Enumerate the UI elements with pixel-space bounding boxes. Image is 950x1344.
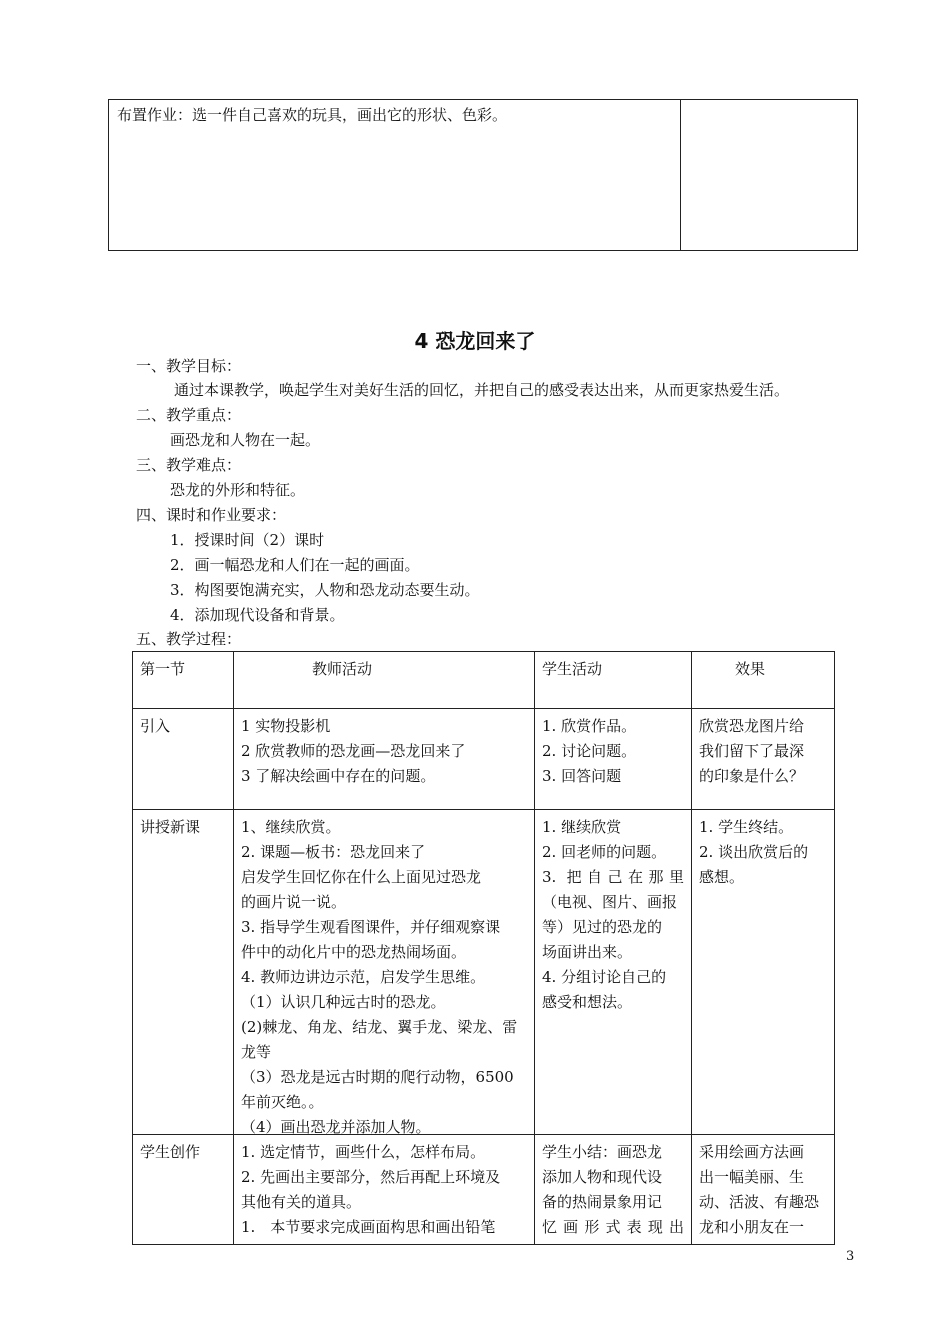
table-row <box>133 1135 834 1244</box>
requirement-item: 3．构图要饱满充实，人物和恐龙动态要生动。 <box>170 581 480 599</box>
table-cell: 1. 继续欣赏 2. 回老师的问题。 3. 把自己在那里 （电视、图片、画报 等）见过的恐龙的 场面讲出来。 4. 分组讨论自己的 感受和想法。 <box>534 810 691 1134</box>
header-cell: 教师活动 <box>233 652 534 708</box>
goal-heading: 一、教学目标： <box>136 357 242 375</box>
table-cell: 1. 学生终结。 2. 谈出欣赏后的 感想。 <box>691 810 834 1134</box>
table-cell: 学生小结：画恐龙 添加人物和现代设 备的热闹景象用记 忆画形式表现出 <box>534 1135 691 1244</box>
table-cell: 1. 选定情节，画些什么，怎样布局。 2. 先画出主要部分，然后再配上环境及 其他有关的道具。 1. 本节要求完成画面构思和画出铅笔 <box>233 1135 534 1244</box>
table-row <box>133 709 834 810</box>
requirement-item: 2．画一幅恐龙和人们在一起的画面。 <box>170 556 420 574</box>
table-cell: 欣赏恐龙图片给 我们留下了最深 的印象是什么？ <box>691 709 834 809</box>
homework-table <box>108 99 858 251</box>
requirement-item: 1．授课时间（2）课时 <box>170 531 325 549</box>
table-cell: 引入 <box>140 717 171 735</box>
difficult-heading: 三、教学难点： <box>136 456 242 474</box>
table-cell: 采用绘画方法画 出一幅美丽、生 动、活波、有趣恐 龙和小朋友在一 <box>691 1135 834 1244</box>
table-header-row <box>133 652 834 709</box>
header-cell: 效果 <box>691 652 834 708</box>
table-cell: 1 实物投影机 2 欣赏教师的恐龙画—恐龙回来了 3 了解决绘画中存在的问题。 <box>233 709 534 809</box>
teaching-process-table <box>132 651 835 1245</box>
table-cell: 1、继续欣赏。 2. 课题—板书：恐龙回来了 启发学生回忆你在什么上面见过恐龙 的画片说一说。 3. 指导学生观看图课件，并仔细观察课 件中的动化片中的恐龙热闹场面。 4. 教师边讲边示范，启发学生思维。 （1）认识几种远古时的恐龙。 (2)棘龙、角龙、结龙、翼手龙、梁龙、雷 龙等 （3）恐龙是远古时期的爬行动物，6500 年前灭绝。。 （4）画出恐龙并添加人物。 <box>233 810 534 1134</box>
lesson-title: 4 恐龙回来了 <box>414 329 536 353</box>
difficult-text: 恐龙的外形和特征。 <box>170 481 306 499</box>
key-text: 画恐龙和人物在一起。 <box>170 431 321 449</box>
table-cell: 1. 欣赏作品。 2. 讨论问题。 3. 回答问题 <box>534 709 691 809</box>
header-cell: 学生活动 <box>534 652 691 708</box>
page-number: 3 <box>846 1249 855 1264</box>
table-row <box>133 810 834 1135</box>
requirement-item: 4．添加现代设备和背景。 <box>170 606 345 624</box>
requirements-heading: 四、课时和作业要求： <box>136 506 287 524</box>
process-heading: 五、教学过程： <box>136 630 242 648</box>
table-cell: 学生创作 <box>140 1143 201 1161</box>
table-divider <box>680 100 681 250</box>
goal-text: 通过本课教学，唤起学生对美好生活的回忆，并把自己的感受表达出来，从而更家热爱生活。 <box>174 381 790 399</box>
header-cell: 第一节 <box>140 660 186 678</box>
key-heading: 二、教学重点： <box>136 406 242 424</box>
homework-text: 布置作业：选一件自己喜欢的玩具，画出它的形状、色彩。 <box>117 106 508 124</box>
table-cell: 讲授新课 <box>140 818 201 836</box>
